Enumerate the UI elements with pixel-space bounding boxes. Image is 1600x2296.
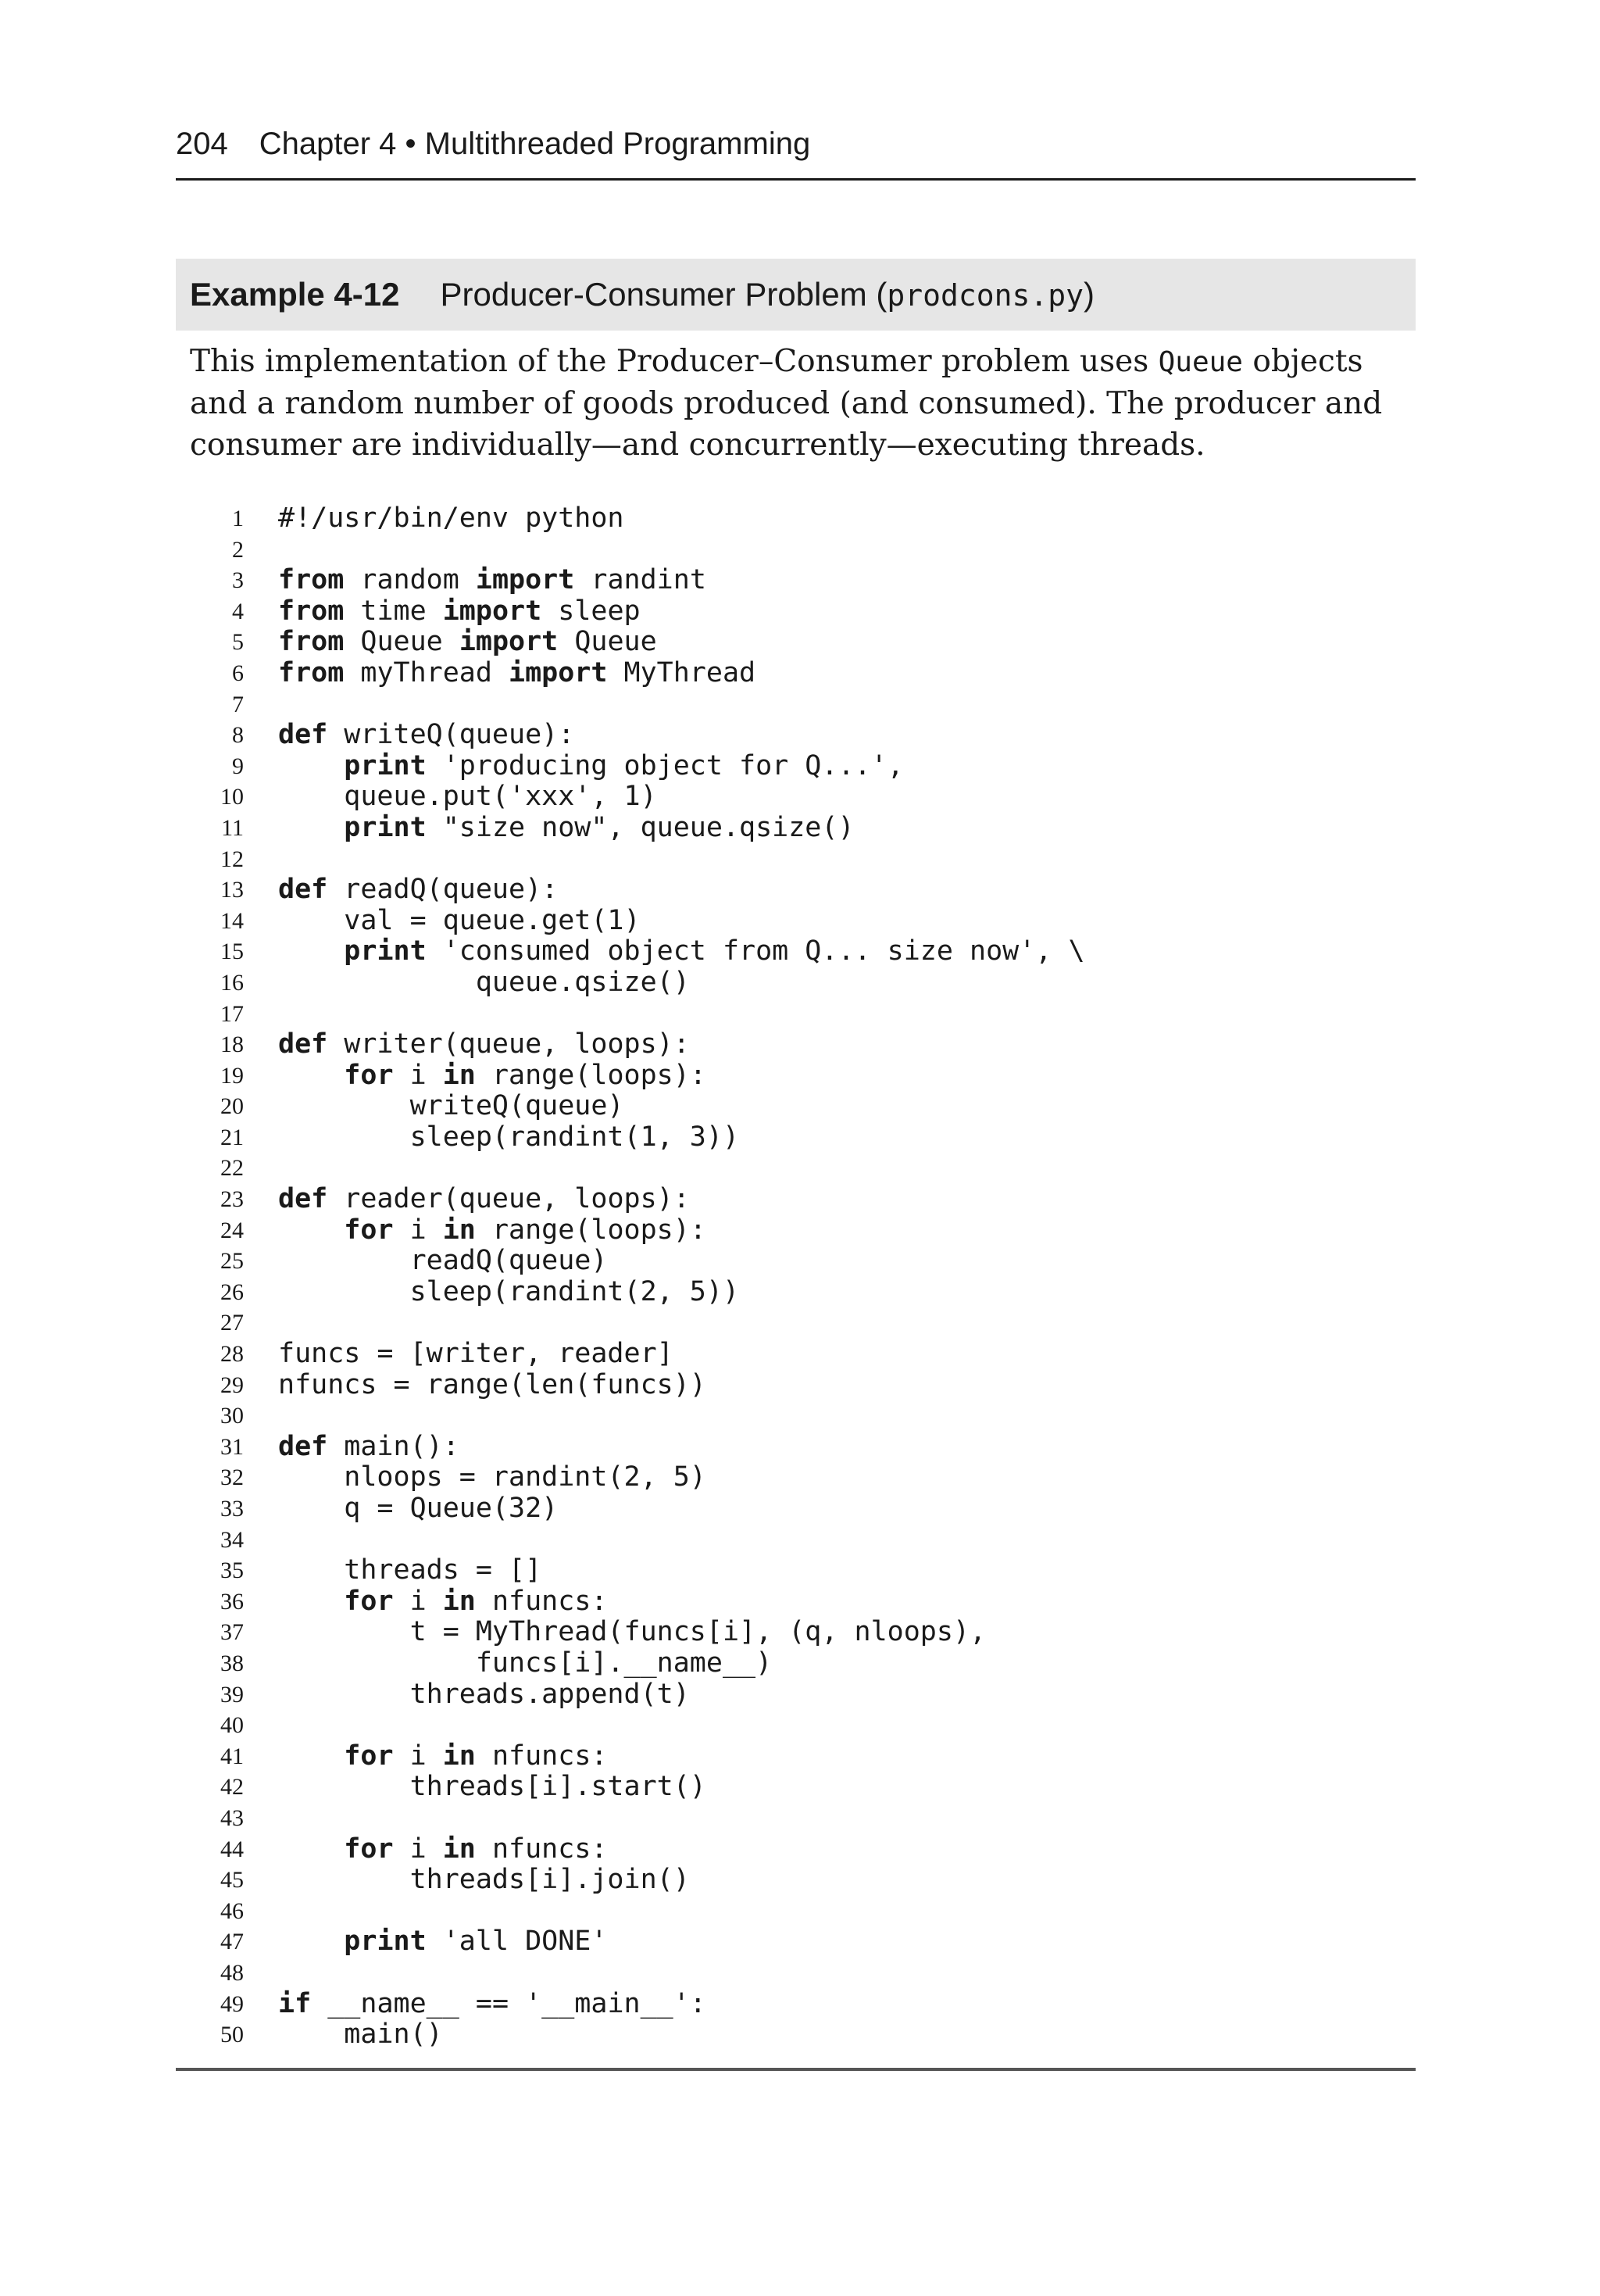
code-token: time xyxy=(344,595,443,627)
example-title: Producer-Consumer Problem ( xyxy=(440,276,888,313)
code-token: funcs[i].__name__) xyxy=(278,1647,773,1679)
line-number: 20 xyxy=(220,1093,244,1120)
code-token: nfuncs: xyxy=(475,1585,608,1617)
code-text xyxy=(278,1370,706,1401)
line-number: 23 xyxy=(220,1186,244,1213)
code-line xyxy=(195,999,1406,1030)
code-line xyxy=(195,844,1406,875)
code-token: reader(queue, loops): xyxy=(327,1183,690,1215)
code-keyword: print xyxy=(344,811,427,843)
code-token: threads.append(t) xyxy=(278,1678,690,1710)
code-keyword: def xyxy=(278,1028,328,1060)
code-line xyxy=(195,1525,1406,1556)
code-token: 'producing object for Q...', xyxy=(426,749,904,781)
line-number: 14 xyxy=(220,907,244,934)
line-number: 3 xyxy=(232,567,244,594)
code-keyword: def xyxy=(278,719,328,751)
code-token xyxy=(278,1833,344,1865)
code-text xyxy=(278,658,755,689)
code-line xyxy=(195,658,1406,689)
code-keyword: print xyxy=(344,935,427,967)
code-line xyxy=(195,689,1406,721)
intro-text-1: This implementation of the Producer–Consumer problem uses xyxy=(190,344,1159,379)
code-line xyxy=(195,1370,1406,1401)
code-text xyxy=(278,1215,706,1246)
code-keyword: def xyxy=(278,1430,328,1462)
code-text xyxy=(278,1989,706,2020)
code-keyword: def xyxy=(278,874,328,906)
line-number: 35 xyxy=(220,1557,244,1584)
code-line xyxy=(195,813,1406,844)
code-token: nloops = randint(2, 5) xyxy=(278,1461,706,1493)
code-line xyxy=(195,565,1406,596)
page-number: 204 xyxy=(176,127,228,161)
code-token: 'consumed object from Q... size now', \ xyxy=(426,935,1085,967)
code-token: range(loops): xyxy=(475,1059,706,1091)
line-number: 26 xyxy=(220,1279,244,1305)
code-line xyxy=(195,1803,1406,1834)
code-keyword: in xyxy=(442,1740,476,1772)
code-token xyxy=(278,750,344,781)
example-label: Example 4-12 xyxy=(190,276,400,313)
code-keyword: from xyxy=(278,656,345,688)
code-line xyxy=(195,1462,1406,1493)
code-line xyxy=(195,1586,1406,1618)
code-line xyxy=(195,1679,1406,1711)
code-line xyxy=(195,1060,1406,1092)
code-line xyxy=(195,1215,1406,1246)
code-keyword: from xyxy=(278,595,345,627)
line-number: 49 xyxy=(220,1990,244,2017)
code-line xyxy=(195,535,1406,566)
line-number: 18 xyxy=(220,1032,244,1058)
code-listing xyxy=(195,503,1406,2051)
code-keyword: import xyxy=(442,595,542,627)
code-token: main(): xyxy=(327,1430,459,1462)
bottom-rule xyxy=(176,2068,1416,2071)
code-text xyxy=(278,1741,607,1772)
code-text xyxy=(278,906,641,937)
code-keyword: import xyxy=(509,656,608,688)
code-token: i xyxy=(393,1833,443,1865)
code-text xyxy=(278,1462,706,1493)
code-text xyxy=(278,565,706,596)
line-number: 12 xyxy=(220,846,244,872)
code-keyword: in xyxy=(442,1214,476,1246)
line-number: 13 xyxy=(220,877,244,903)
code-token: i xyxy=(393,1585,443,1617)
running-title: Chapter 4 • Multithreaded Programming xyxy=(259,127,811,161)
code-line xyxy=(195,1772,1406,1803)
line-number: 37 xyxy=(220,1619,244,1646)
code-line xyxy=(195,751,1406,782)
code-token xyxy=(278,812,344,843)
line-number: 41 xyxy=(220,1743,244,1769)
code-line xyxy=(195,1989,1406,2020)
code-text xyxy=(278,874,558,906)
code-token xyxy=(278,1926,344,1957)
code-token: Queue xyxy=(558,626,657,658)
code-keyword: def xyxy=(278,1183,328,1215)
code-line xyxy=(195,627,1406,658)
code-line xyxy=(195,1122,1406,1153)
line-number: 32 xyxy=(220,1465,244,1491)
code-text xyxy=(278,1834,607,1865)
code-text xyxy=(278,1432,459,1463)
code-token: "size now", queue.qsize() xyxy=(426,811,855,843)
example-title-close: ) xyxy=(1084,276,1095,313)
code-token: q = Queue(32) xyxy=(278,1493,559,1524)
code-text xyxy=(278,1772,706,1803)
code-text xyxy=(278,1648,772,1679)
code-keyword: print xyxy=(344,1926,427,1958)
line-number: 28 xyxy=(220,1341,244,1368)
code-keyword: for xyxy=(344,1740,394,1772)
code-line xyxy=(195,1958,1406,1989)
code-line xyxy=(195,1834,1406,1865)
line-number: 21 xyxy=(220,1124,244,1150)
line-number: 40 xyxy=(220,1712,244,1739)
code-keyword: from xyxy=(278,564,345,596)
line-number: 34 xyxy=(220,1526,244,1553)
code-keyword: if xyxy=(278,1987,312,2019)
code-token: sleep(randint(2, 5)) xyxy=(278,1275,740,1307)
code-keyword: from xyxy=(278,626,345,658)
code-text xyxy=(278,1555,541,1586)
code-text xyxy=(278,1122,739,1153)
code-token: writer(queue, loops): xyxy=(327,1028,690,1060)
code-text xyxy=(278,1246,607,1277)
code-token: __name__ == '__main__': xyxy=(311,1987,706,2019)
code-token: Queue xyxy=(344,626,459,658)
code-line xyxy=(195,1400,1406,1432)
line-number: 29 xyxy=(220,1372,244,1398)
code-text xyxy=(278,1493,558,1525)
code-token: i xyxy=(393,1740,443,1772)
intro-text-2: objects and a random number of goods produced (and consumed). The producer and consumer are individually—and concurrently—executing threads. xyxy=(190,344,1383,463)
line-number: 44 xyxy=(220,1836,244,1862)
code-text xyxy=(278,751,904,782)
line-number: 25 xyxy=(220,1248,244,1275)
code-text xyxy=(278,1865,690,1896)
code-line xyxy=(195,967,1406,999)
code-keyword: print xyxy=(344,749,427,781)
code-token: sleep(randint(1, 3)) xyxy=(278,1121,740,1153)
code-token: threads[i].join() xyxy=(278,1864,690,1896)
line-number: 46 xyxy=(220,1897,244,1924)
line-number: 4 xyxy=(232,598,244,624)
code-text xyxy=(278,781,657,813)
code-line xyxy=(195,1153,1406,1184)
line-number: 38 xyxy=(220,1650,244,1676)
code-text xyxy=(278,1339,673,1370)
code-keyword: import xyxy=(459,626,559,658)
code-keyword: in xyxy=(442,1833,476,1865)
line-number: 15 xyxy=(220,939,244,965)
code-line xyxy=(195,1555,1406,1586)
code-token: val = queue.get(1) xyxy=(278,904,641,936)
code-text xyxy=(278,1029,690,1060)
code-token: threads[i].start() xyxy=(278,1771,706,1803)
line-number: 50 xyxy=(220,2022,244,2048)
code-keyword: import xyxy=(475,564,575,596)
line-number: 33 xyxy=(220,1496,244,1522)
code-keyword: for xyxy=(344,1585,394,1617)
code-token: nfuncs: xyxy=(475,1740,608,1772)
code-keyword: in xyxy=(442,1059,476,1091)
code-token: 'all DONE' xyxy=(426,1926,608,1958)
code-text xyxy=(278,1617,986,1648)
line-number: 31 xyxy=(220,1433,244,1460)
code-line xyxy=(195,1339,1406,1370)
code-token: i xyxy=(393,1059,443,1091)
code-line xyxy=(195,1617,1406,1648)
code-text xyxy=(278,2019,443,2051)
line-number: 16 xyxy=(220,969,244,996)
code-line xyxy=(195,1246,1406,1277)
line-number: 5 xyxy=(232,629,244,656)
code-text xyxy=(278,1184,690,1215)
line-number: 8 xyxy=(232,722,244,749)
code-token: queue.put('xxx', 1) xyxy=(278,781,657,813)
code-line xyxy=(195,1091,1406,1122)
code-line xyxy=(195,906,1406,937)
code-line xyxy=(195,1648,1406,1679)
header-rule xyxy=(176,178,1416,181)
code-text xyxy=(278,1277,739,1308)
line-number: 10 xyxy=(220,784,244,810)
code-line xyxy=(195,1277,1406,1308)
line-number: 48 xyxy=(220,1959,244,1986)
intro-code: Queue xyxy=(1158,346,1243,378)
code-keyword: for xyxy=(344,1833,394,1865)
line-number: 36 xyxy=(220,1588,244,1615)
code-token: nfuncs: xyxy=(475,1833,608,1865)
code-line xyxy=(195,720,1406,751)
code-text xyxy=(278,813,855,844)
code-line xyxy=(195,1710,1406,1741)
code-keyword: for xyxy=(344,1059,394,1091)
intro-paragraph xyxy=(190,341,1409,466)
code-token: randint xyxy=(574,564,706,596)
code-line xyxy=(195,1926,1406,1958)
code-keyword: in xyxy=(442,1585,476,1617)
code-text xyxy=(278,1679,690,1711)
code-line xyxy=(195,1432,1406,1463)
code-token xyxy=(278,1740,344,1772)
code-line xyxy=(195,1741,1406,1772)
line-number: 2 xyxy=(232,536,244,563)
code-text xyxy=(278,1060,706,1092)
line-number: 27 xyxy=(220,1310,244,1336)
code-token: writeQ(queue): xyxy=(327,719,575,751)
code-line xyxy=(195,2019,1406,2051)
code-line xyxy=(195,1493,1406,1525)
line-number: 17 xyxy=(220,1000,244,1027)
code-line xyxy=(195,874,1406,906)
line-number: 11 xyxy=(221,814,244,841)
line-number: 9 xyxy=(232,753,244,779)
line-number: 47 xyxy=(220,1929,244,1955)
code-text xyxy=(278,1586,607,1618)
code-line xyxy=(195,781,1406,813)
code-text xyxy=(278,720,574,751)
line-number: 24 xyxy=(220,1217,244,1243)
code-token: myThread xyxy=(344,656,509,688)
line-number: 7 xyxy=(232,691,244,717)
code-token: t = MyThread(funcs[i], (q, nloops), xyxy=(278,1616,987,1648)
line-number: 19 xyxy=(220,1062,244,1089)
code-text xyxy=(278,627,657,658)
code-text xyxy=(278,1926,607,1958)
code-token: nfuncs = range(len(funcs)) xyxy=(278,1368,706,1400)
code-line xyxy=(195,1184,1406,1215)
code-token: writeQ(queue) xyxy=(278,1090,624,1122)
code-text xyxy=(278,936,1085,967)
code-text xyxy=(278,967,690,999)
example-heading xyxy=(176,259,1416,331)
line-number: 42 xyxy=(220,1774,244,1801)
line-number: 43 xyxy=(220,1804,244,1831)
code-line xyxy=(195,596,1406,628)
line-number: 30 xyxy=(220,1403,244,1429)
code-token: sleep xyxy=(541,595,641,627)
code-token xyxy=(278,1214,344,1246)
code-line xyxy=(195,936,1406,967)
code-keyword: for xyxy=(344,1214,394,1246)
code-token: threads = [] xyxy=(278,1554,542,1586)
example-filename: prodcons.py xyxy=(887,278,1084,313)
code-line xyxy=(195,1029,1406,1060)
page-header xyxy=(176,123,1416,164)
code-token: funcs = [writer, reader] xyxy=(278,1338,673,1370)
code-token: random xyxy=(344,564,476,596)
code-token: readQ(queue): xyxy=(327,874,559,906)
code-text xyxy=(278,503,624,535)
code-token xyxy=(278,1586,344,1617)
code-line xyxy=(195,1307,1406,1339)
code-token: main() xyxy=(278,2019,443,2051)
code-token: range(loops): xyxy=(475,1214,706,1246)
code-token xyxy=(278,935,344,967)
line-number: 39 xyxy=(220,1681,244,1708)
code-token: i xyxy=(393,1214,443,1246)
code-token: MyThread xyxy=(607,656,756,688)
code-line xyxy=(195,1896,1406,1927)
code-line xyxy=(195,1865,1406,1896)
code-token: queue.qsize() xyxy=(278,966,690,998)
code-token: #!/usr/bin/env python xyxy=(278,502,624,534)
code-line xyxy=(195,503,1406,535)
line-number: 1 xyxy=(232,506,244,531)
line-number: 22 xyxy=(220,1155,244,1182)
code-text xyxy=(278,596,641,628)
line-number: 45 xyxy=(220,1867,244,1894)
code-token xyxy=(278,1060,344,1091)
code-token: readQ(queue) xyxy=(278,1245,608,1277)
code-text xyxy=(278,1091,624,1122)
line-number: 6 xyxy=(232,660,244,686)
